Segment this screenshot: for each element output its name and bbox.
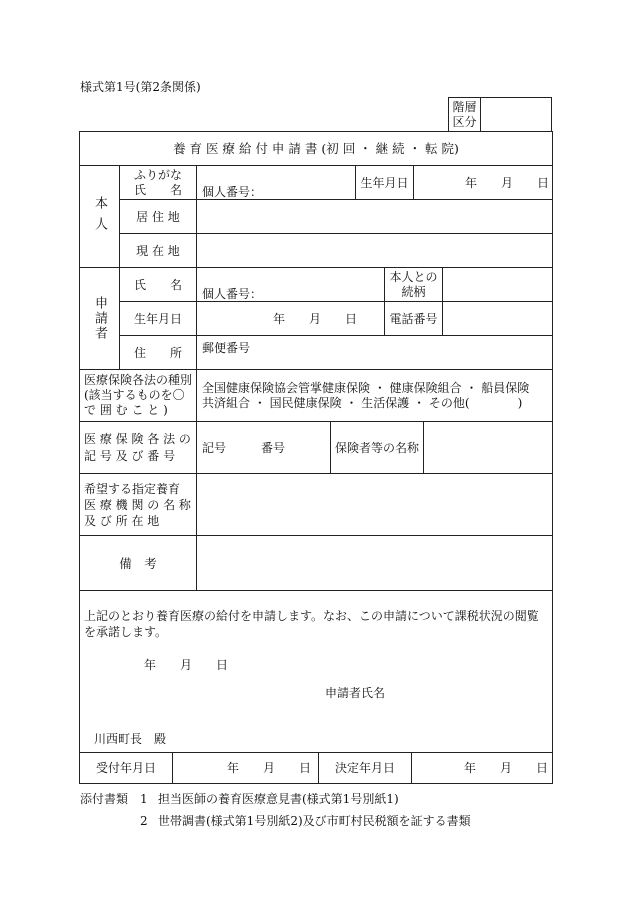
- institution-field[interactable]: [197, 474, 552, 536]
- decided-date-field[interactable]: 年 月 日: [464, 761, 549, 775]
- applicant-birth-label: 生年月日: [120, 302, 197, 336]
- insurance-number-label: 医 療 保 険 各 法 の 記 号 及 び 番 号: [80, 422, 197, 474]
- received-date-label: 受付年月日: [80, 753, 173, 783]
- form-title: 養 育 医 療 給 付 申 請 書 (初 回 ・ 継 続 ・ 転 院): [80, 132, 552, 166]
- declaration-day: 日: [216, 658, 229, 672]
- person-kojin-label: 個人番号：: [202, 185, 263, 199]
- declaration-text: 上記のとおり養育医療の給付を申請します。なお、この申請について課税状況の閲覧を承諾します。: [84, 609, 539, 639]
- person-name-label: ふりがな 氏 名: [120, 166, 197, 200]
- applicant-phone-field[interactable]: [443, 302, 552, 336]
- applicant-kojin-label: 個人番号：: [202, 287, 263, 301]
- addressee: 川西町長 殿: [94, 732, 167, 746]
- person-current-field[interactable]: [197, 234, 552, 268]
- person-birth-field[interactable]: 年 月 日: [414, 166, 552, 200]
- applicant-address-label: 住 所: [120, 336, 197, 370]
- insurer-name-label: 保険者等の名称: [331, 422, 424, 474]
- grade-label: 階層 区分: [449, 98, 481, 131]
- applicant-name-signature-label: 申請者氏名: [325, 686, 386, 700]
- attachments-label: 添付書類: [80, 792, 129, 806]
- applicant-section-label: 申請者: [80, 268, 120, 370]
- declaration-area: [80, 591, 552, 753]
- institution-label: 希望する指定養育 医 療 機 関 の 名 称 及 び 所 在 地: [80, 474, 197, 536]
- applicant-relation-field[interactable]: [443, 268, 552, 302]
- declaration-month: 月: [180, 658, 193, 672]
- person-name-field[interactable]: [197, 166, 356, 200]
- received-date-field[interactable]: 年 月 日: [173, 753, 319, 783]
- remarks-field[interactable]: [197, 536, 552, 591]
- applicant-birth-field[interactable]: 年 月 日: [197, 302, 385, 336]
- main-form: [79, 131, 553, 784]
- person-residence-field[interactable]: [197, 200, 552, 234]
- grade-box: [448, 97, 552, 131]
- insurance-type-label: 医療保険各法の種別 (該当するものを〇 で 囲 む こ と ): [80, 370, 197, 422]
- decided-date-label: 決定年月日: [319, 753, 412, 783]
- applicant-name-label: 氏 名: [120, 268, 197, 302]
- remarks-label: 備 考: [80, 536, 197, 591]
- person-residence-label: 居 住 地: [120, 200, 197, 234]
- person-current-label: 現 在 地: [120, 234, 197, 268]
- insurance-type-options[interactable]: 全国健康保険協会管掌健康保険 ・ 健康保険組合 ・ 船員保険 共済組合 ・ 国民健康保険 ・ 生活保護 ・ その他( ): [197, 370, 552, 422]
- applicant-name-field[interactable]: [197, 268, 385, 302]
- declaration-year: 年: [144, 658, 157, 672]
- page: 様式第1号(第2条関係) 階層 区分 養 育 医 療 給 付 申 請 書 (初 回 ・ 継 続 ・ 転 院) 本人 ふりがな 氏 名 個人番号： 生年月日 年 月 日 居 住 地 現 在 地 申請者 氏 名 個人番号： 本人との 続柄 生年月日 年 月 日 電話番号 住 所 郵便番号 医療保険各法の種別 (該当するものを〇 で 囲 む こ と ) 全国健康保険協会管掌健康保険 ・ 健康保険組合 ・ 船員保険 共済組合 ・ 国民健康保険 ・ 生活保護 ・ その他( ) 医 療 保 険 各 法 の 記 号 及 び 番 号 記号 番号 保険者等の名称 希望する指定養育 医 療 機 関 の 名 称 及 び 所 在 地 備 考 上記のとおり養育医療の給付を申請します。なお、この申請について課税状況の閲覧を承諾します。 年 月 日 申請者氏名 川西町長 殿 受付年月日 年 月 日 決定年月日 年 月 日 添付書類 1 担当医師の養育医療意見書(様式第1号別紙1) 2 世帯調書(様式第1号別紙2)及び市町村民税額を証する書類: [0, 0, 630, 903]
- insurer-name-field[interactable]: [424, 422, 552, 474]
- applicant-address-field[interactable]: [197, 336, 552, 370]
- applicant-postal-label: 郵便番号: [202, 341, 251, 355]
- person-birth-label: 生年月日: [356, 166, 414, 200]
- applicant-phone-label: 電話番号: [385, 302, 443, 336]
- applicant-relation-label: 本人との 続柄: [385, 268, 443, 302]
- grade-value-field[interactable]: [481, 98, 551, 131]
- form-label: 様式第1号(第2条関係): [80, 80, 201, 94]
- insurance-number-field[interactable]: 記号 番号: [197, 422, 331, 474]
- person-section-label: 本人: [80, 166, 120, 268]
